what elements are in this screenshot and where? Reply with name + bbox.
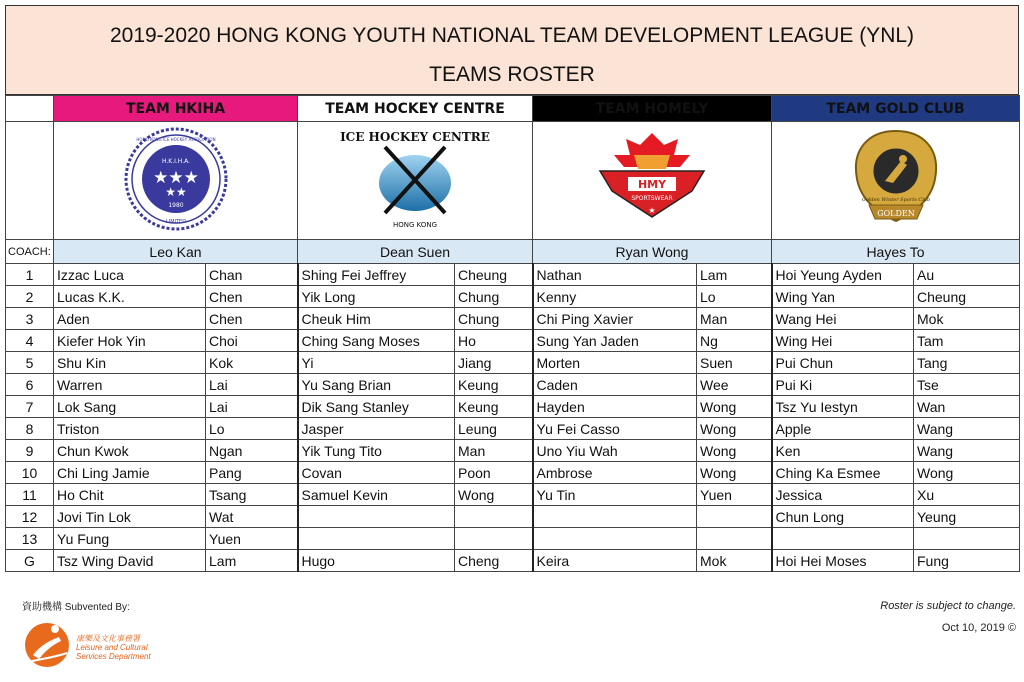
player-first-name: Cheuk Him [298, 308, 455, 330]
player-last-name: Pang [206, 462, 298, 484]
svg-text:HONG KONG: HONG KONG [392, 221, 438, 229]
player-last-name [914, 528, 1020, 550]
player-first-name: Wing Yan [772, 286, 914, 308]
player-number: 10 [6, 462, 54, 484]
hockey-centre-logo-cell [298, 122, 533, 240]
player-first-name: Caden [533, 374, 697, 396]
player-last-name [697, 506, 772, 528]
coach-row [6, 240, 1020, 264]
player-number: 12 [6, 506, 54, 528]
player-first-name: Kiefer Hok Yin [54, 330, 206, 352]
player-last-name: Lai [206, 374, 298, 396]
player-first-name: Wing Hei [772, 330, 914, 352]
svg-text:SPORTSWEAR: SPORTSWEAR [631, 195, 673, 202]
player-last-name: Cheng [455, 550, 533, 572]
player-last-name: Wong [697, 396, 772, 418]
player-first-name: Pui Ki [772, 374, 914, 396]
player-last-name: Wong [697, 418, 772, 440]
player-first-name: Warren [54, 374, 206, 396]
player-last-name: Wee [697, 374, 772, 396]
player-first-name: Yu Sang Brian [298, 374, 455, 396]
svg-text:1980: 1980 [167, 202, 184, 209]
lcsd-name-en-1: Leisure and Cultural [76, 643, 148, 652]
blank-cell [6, 122, 54, 240]
homely-logo [582, 125, 722, 233]
roster-row [6, 528, 1020, 550]
player-last-name: Keung [455, 396, 533, 418]
player-last-name: Wong [697, 440, 772, 462]
roster-row [6, 440, 1020, 462]
roster-row [6, 264, 1020, 286]
homely-logo-cell [533, 122, 772, 240]
title-banner [5, 5, 1019, 95]
player-last-name: Yuen [697, 484, 772, 506]
player-last-name: Yuen [206, 528, 298, 550]
player-first-name: Ching Ka Esmee [772, 462, 914, 484]
player-last-name: Lai [206, 396, 298, 418]
player-last-name: Chan [206, 264, 298, 286]
player-first-name: Jessica [772, 484, 914, 506]
roster-row [6, 462, 1020, 484]
player-last-name: Man [697, 308, 772, 330]
player-last-name: Lo [697, 286, 772, 308]
player-first-name [533, 528, 697, 550]
player-last-name: Chung [455, 286, 533, 308]
hockey-centre-logo [340, 125, 490, 233]
roster-row [6, 550, 1020, 572]
player-last-name: Wong [697, 462, 772, 484]
player-last-name: Kok [206, 352, 298, 374]
team-name-gold-club: TEAM GOLD CLUB [772, 96, 1020, 122]
team-name-homely: TEAM HOMELY [533, 96, 772, 122]
player-first-name: Jovi Tin Lok [54, 506, 206, 528]
player-first-name: Chi Ping Xavier [533, 308, 697, 330]
player-last-name: Chen [206, 308, 298, 330]
player-first-name: Yik Tung Tito [298, 440, 455, 462]
player-first-name: Yik Long [298, 286, 455, 308]
title-line-2: TEAMS ROSTER [429, 63, 595, 86]
svg-text:GOLDEN: GOLDEN [876, 209, 915, 218]
svg-text:★: ★ [648, 206, 656, 215]
player-first-name: Yi [298, 352, 455, 374]
player-last-name: Xu [914, 484, 1020, 506]
svg-text:H.K.I.H.A.: H.K.I.H.A. [161, 158, 190, 165]
player-last-name: Wang [914, 418, 1020, 440]
player-last-name: Wong [455, 484, 533, 506]
roster-table [5, 95, 1020, 572]
roster-date: Oct 10, 2019 © [941, 622, 1016, 634]
team-name-hockey-centre: TEAM HOCKEY CENTRE [298, 96, 533, 122]
roster-row [6, 484, 1020, 506]
player-last-name: Lam [697, 264, 772, 286]
player-last-name: Yeung [914, 506, 1020, 528]
player-first-name: Dik Sang Stanley [298, 396, 455, 418]
player-number: 7 [6, 396, 54, 418]
player-last-name: Tam [914, 330, 1020, 352]
gold-club-logo [831, 125, 961, 233]
player-number: 8 [6, 418, 54, 440]
player-first-name: Sung Yan Jaden [533, 330, 697, 352]
player-last-name: Ho [455, 330, 533, 352]
player-first-name: Morten [533, 352, 697, 374]
player-last-name: Suen [697, 352, 772, 374]
player-first-name: Keira [533, 550, 697, 572]
player-first-name: Lok Sang [54, 396, 206, 418]
player-number: 5 [6, 352, 54, 374]
player-number: 1 [6, 264, 54, 286]
roster-row [6, 286, 1020, 308]
player-last-name: Keung [455, 374, 533, 396]
gold-club-logo-cell [772, 122, 1020, 240]
player-first-name: Chun Long [772, 506, 914, 528]
player-first-name: Shu Kin [54, 352, 206, 374]
player-first-name: Yu Fei Casso [533, 418, 697, 440]
team-header-row [6, 96, 1020, 122]
player-first-name: Ken [772, 440, 914, 462]
player-first-name: Chun Kwok [54, 440, 206, 462]
player-first-name: Yu Tin [533, 484, 697, 506]
player-last-name: Lo [206, 418, 298, 440]
player-last-name [455, 506, 533, 528]
team-logo-row [6, 122, 1020, 240]
player-last-name [455, 528, 533, 550]
svg-text:ICE HOCKEY CENTRE: ICE HOCKEY CENTRE [340, 130, 490, 144]
lcsd-name [76, 634, 151, 661]
player-last-name: Tse [914, 374, 1020, 396]
svg-text:Golden Winter Sports Club: Golden Winter Sports Club [861, 197, 930, 203]
player-last-name: Tang [914, 352, 1020, 374]
player-first-name: Jasper [298, 418, 455, 440]
player-last-name: Cheung [455, 264, 533, 286]
player-first-name: Hayden [533, 396, 697, 418]
svg-text:LIMITED: LIMITED [165, 219, 186, 225]
player-first-name: Lucas K.K. [54, 286, 206, 308]
player-last-name: Lam [206, 550, 298, 572]
player-first-name: Samuel Kevin [298, 484, 455, 506]
player-last-name: Poon [455, 462, 533, 484]
player-first-name: Aden [54, 308, 206, 330]
player-last-name: Ngan [206, 440, 298, 462]
roster-row [6, 418, 1020, 440]
player-first-name: Apple [772, 418, 914, 440]
subvented-by-label: 資助機構 Subvented By: [22, 602, 130, 613]
player-first-name: Covan [298, 462, 455, 484]
lcsd-name-cn: 康樂及文化事務署 [76, 634, 140, 643]
player-last-name: Fung [914, 550, 1020, 572]
hkiha-logo [111, 125, 241, 233]
player-first-name: Hugo [298, 550, 455, 572]
player-first-name: Yu Fung [54, 528, 206, 550]
player-first-name: Hoi Hei Moses [772, 550, 914, 572]
blank-cell [6, 96, 54, 122]
player-first-name: Ching Sang Moses [298, 330, 455, 352]
svg-text:★★★: ★★★ [152, 168, 199, 188]
svg-text:★★: ★★ [164, 185, 187, 199]
coach-homely: Ryan Wong [533, 240, 772, 264]
player-first-name: Shing Fei Jeffrey [298, 264, 455, 286]
player-last-name: Cheung [914, 286, 1020, 308]
player-first-name [298, 528, 455, 550]
player-number: 4 [6, 330, 54, 352]
player-number: 13 [6, 528, 54, 550]
svg-text:HONG KONG ICE HOCKEY ASSOCIATI: HONG KONG ICE HOCKEY ASSOCIATION [135, 137, 216, 142]
player-last-name: Mok [914, 308, 1020, 330]
player-number: 11 [6, 484, 54, 506]
player-last-name: Chung [455, 308, 533, 330]
title-line-1: 2019-2020 HONG KONG YOUTH NATIONAL TEAM DEVELOPMENT LEAGUE (YNL) [109, 24, 915, 47]
player-first-name: Ambrose [533, 462, 697, 484]
player-last-name: Chen [206, 286, 298, 308]
player-first-name: Tsz Yu Iestyn [772, 396, 914, 418]
player-first-name [772, 528, 914, 550]
hkiha-logo-cell [54, 122, 298, 240]
player-number: 2 [6, 286, 54, 308]
coach-gold-club: Hayes To [772, 240, 1020, 264]
player-last-name: Man [455, 440, 533, 462]
player-first-name [533, 506, 697, 528]
player-last-name [697, 528, 772, 550]
player-first-name: Pui Chun [772, 352, 914, 374]
coach-label: COACH: [6, 240, 54, 264]
player-first-name: Wang Hei [772, 308, 914, 330]
lcsd-name-en-2: Services Department [76, 652, 151, 661]
player-number: G [6, 550, 54, 572]
player-last-name: Leung [455, 418, 533, 440]
player-number: 3 [6, 308, 54, 330]
roster-row [6, 506, 1020, 528]
player-first-name: Kenny [533, 286, 697, 308]
coach-hkiha: Leo Kan [54, 240, 298, 264]
player-first-name: Triston [54, 418, 206, 440]
player-last-name: Wang [914, 440, 1020, 462]
player-last-name: Tsang [206, 484, 298, 506]
roster-row [6, 308, 1020, 330]
player-number: 9 [6, 440, 54, 462]
player-last-name: Jiang [455, 352, 533, 374]
player-last-name: Choi [206, 330, 298, 352]
roster-row [6, 374, 1020, 396]
player-first-name: Ho Chit [54, 484, 206, 506]
player-first-name [298, 506, 455, 528]
player-last-name: Wan [914, 396, 1020, 418]
player-last-name: Wong [914, 462, 1020, 484]
roster-row [6, 352, 1020, 374]
team-name-hkiha: TEAM HKIHA [54, 96, 298, 122]
player-first-name: Chi Ling Jamie [54, 462, 206, 484]
player-last-name: Mok [697, 550, 772, 572]
player-number: 6 [6, 374, 54, 396]
coach-hockey-centre: Dean Suen [298, 240, 533, 264]
player-last-name: Wat [206, 506, 298, 528]
player-first-name: Hoi Yeung Ayden [772, 264, 914, 286]
roster-row [6, 396, 1020, 418]
player-first-name: Tsz Wing David [54, 550, 206, 572]
player-first-name: Nathan [533, 264, 697, 286]
roster-row [6, 330, 1020, 352]
player-last-name: Au [914, 264, 1020, 286]
svg-text:HMY: HMY [637, 178, 667, 191]
roster-change-note: Roster is subject to change. [880, 600, 1016, 612]
player-first-name: Izzac Luca [54, 264, 206, 286]
player-first-name: Uno Yiu Wah [533, 440, 697, 462]
player-last-name: Ng [697, 330, 772, 352]
